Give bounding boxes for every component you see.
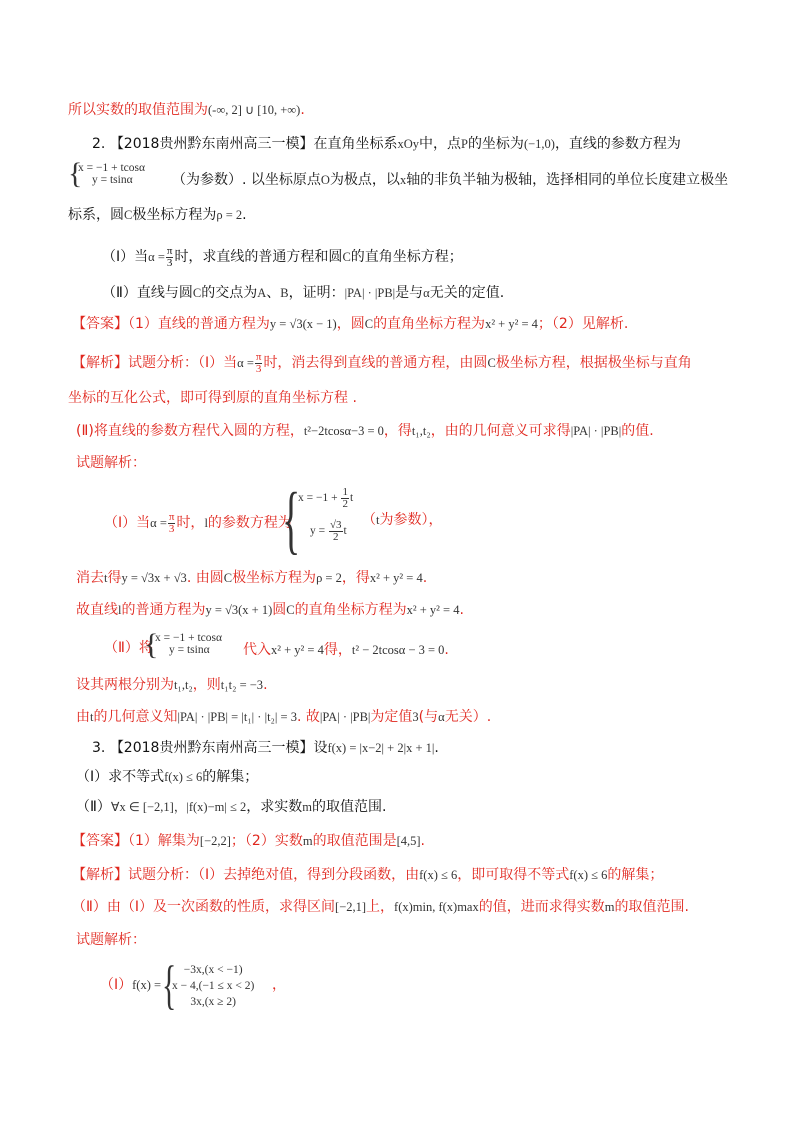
math: ρ = 2 <box>216 208 243 222</box>
math: C <box>342 250 351 264</box>
text: （ <box>362 512 376 528</box>
problem-number: 3. <box>92 740 106 756</box>
text: 、 <box>266 285 281 301</box>
text: ，直线的参数方程为 <box>554 136 681 152</box>
text: ，证明： <box>288 285 345 301</box>
math: f(x) ≤ 6 <box>569 868 608 882</box>
math: α = <box>237 356 254 370</box>
answer-2 <box>72 314 628 334</box>
math: f(x) = |x−2| + 2|x + 1| <box>327 741 435 755</box>
num: π <box>166 244 173 257</box>
sys-row <box>298 484 353 514</box>
math: α <box>438 710 445 724</box>
den: 2 <box>342 497 348 510</box>
math: f(x) = <box>132 978 162 992</box>
analysis-3 <box>72 865 663 885</box>
text: 极坐标方程为 <box>232 570 317 586</box>
text: 的参数方程为 <box>207 515 292 531</box>
math: [−2,1] <box>335 900 367 914</box>
math: t₁,t₂ <box>411 424 431 438</box>
text: 无关的定值. <box>429 285 505 301</box>
math: α <box>423 286 430 300</box>
text: 的取值范围. <box>311 799 387 815</box>
text: 标系，圆 <box>68 207 124 223</box>
text: 试题分析：（Ⅰ）去掉绝对值，得到分段函数，由 <box>128 867 420 883</box>
text: 的解集； <box>202 769 259 785</box>
text: （Ⅰ）当 <box>102 249 149 265</box>
math: C <box>286 603 295 617</box>
text: 圆 <box>272 602 287 618</box>
math: ρ = 2 <box>316 571 342 585</box>
text: （Ⅰ） <box>100 977 133 993</box>
solution-2-step-2 <box>76 568 427 588</box>
math: t <box>90 710 94 724</box>
math: [−2,2] <box>199 834 231 848</box>
text: ，求实数 <box>246 799 303 815</box>
math: ∀x ∈ [−2,1]，|f(x)−m| ≤ 2 <box>110 800 247 814</box>
solution-3-title <box>76 930 146 950</box>
text: 的交点为 <box>201 285 258 301</box>
math: x <box>399 173 407 187</box>
text: ；（2）实数 <box>230 833 303 849</box>
text: 为参数）， <box>379 512 443 528</box>
text: 轴的非负半轴为极轴，选择相同的单位长度建立极坐 <box>406 172 729 188</box>
text: ，则 <box>192 677 221 693</box>
text: ，得 <box>341 570 370 586</box>
text: ，得 <box>383 423 412 439</box>
text: 的解集； <box>607 867 664 883</box>
text: . <box>434 740 439 756</box>
math: m <box>302 800 312 814</box>
math: (-∞, 2] ∪ [10, +∞) <box>208 103 301 117</box>
solution-3-step-1 <box>100 975 161 995</box>
fraction <box>166 246 174 269</box>
math: m <box>604 900 615 914</box>
fraction <box>329 520 343 543</box>
den: 3 <box>166 256 173 269</box>
math: A <box>257 286 267 300</box>
text: 试题分析：（Ⅰ）当 <box>128 355 238 371</box>
text: . 由圆 <box>186 570 224 586</box>
piecewise-function <box>172 962 254 1010</box>
equation: t <box>349 492 354 504</box>
text: 极坐标方程，根据极坐标与直角 <box>495 355 692 371</box>
solution-2-step-1 <box>104 510 292 536</box>
text: ，圆 <box>336 316 365 332</box>
math: α = <box>150 516 167 530</box>
text: 在直角坐标系 <box>313 136 398 152</box>
equation: x − 4,(−1 ≤ x < 2) <box>172 980 255 992</box>
analysis-2 <box>72 350 692 376</box>
text: . <box>444 642 449 658</box>
math: t²−2tcosα−3 = 0 <box>303 424 384 438</box>
brace: { <box>144 628 159 661</box>
math: B <box>280 286 289 300</box>
text: . <box>459 602 464 618</box>
text: 的直角坐标方程为 <box>294 602 407 618</box>
solution-2-step-3 <box>76 600 464 620</box>
brace: { <box>162 955 177 1015</box>
math: t₁,t₂ <box>174 678 193 692</box>
text: 中，点 <box>418 136 461 152</box>
text: 的几何意义知 <box>93 709 178 725</box>
text: 的坐标为 <box>467 136 524 152</box>
text: （1）直线的普通方程为 <box>128 316 270 332</box>
solution-2-step-5 <box>76 675 268 695</box>
text: . <box>300 102 305 118</box>
substitution-system <box>155 632 222 656</box>
text: 试题解析： <box>76 455 146 471</box>
math: C <box>364 317 374 331</box>
text: 的取值范围是 <box>312 833 397 849</box>
math: [4,5] <box>396 834 421 848</box>
text: 所以实数的取值范围为 <box>68 102 208 118</box>
math: x² + y² = 4 <box>406 603 460 617</box>
problem-3-statement <box>92 738 439 758</box>
problem-2-statement-cont <box>172 170 728 190</box>
question-3-2 <box>76 797 386 817</box>
math: O <box>320 173 330 187</box>
math: P <box>460 137 468 151</box>
equation: x = −1 + tcosα <box>78 162 146 174</box>
brace: { <box>282 478 301 562</box>
math: x² + y² = 4 <box>485 317 538 331</box>
num: 1 <box>342 485 348 498</box>
equation: y = <box>310 525 328 537</box>
problem-source: 【2018贵州黔东南州高三一模】 <box>109 136 314 152</box>
question-2-2 <box>102 283 504 303</box>
math: x² + y² = 4 <box>271 643 324 657</box>
math: (−1,0) <box>523 137 555 151</box>
solution-3-step-1-end <box>272 975 286 995</box>
analysis-tag: 【解析】 <box>72 867 128 883</box>
math: t² − 2tcosα − 3 = 0 <box>351 643 445 657</box>
math: C <box>223 571 233 585</box>
math: C <box>124 208 133 222</box>
text: （为参数）. 以坐标原点 <box>172 172 321 188</box>
text: 时，消去得到直线的普通方程，由圆 <box>263 355 488 371</box>
fraction <box>255 352 263 375</box>
math: y = √3x + √3 <box>121 571 187 585</box>
text: . 故 <box>296 709 320 725</box>
num: π <box>255 350 262 363</box>
text: 由 <box>76 709 90 725</box>
solution-2-title <box>76 453 146 473</box>
text: 消去 <box>76 570 104 586</box>
text: . <box>420 833 425 849</box>
math: |PA| · |PB| = |t₁| · |t₂| = 3 <box>177 710 297 724</box>
question-3-1 <box>76 767 258 787</box>
math: C <box>192 286 202 300</box>
den: 2 <box>333 530 339 543</box>
text: 的值，进而求得实数 <box>478 899 605 915</box>
math: |PA| · |PB| <box>570 424 622 438</box>
text: 的直角坐标方程； <box>350 249 463 265</box>
solution-2-step-4-end <box>243 640 449 660</box>
num: π <box>168 510 175 523</box>
text: （Ⅰ）当 <box>104 515 151 531</box>
text: (Ⅱ)将直线的参数方程代入圆的方程， <box>76 423 304 439</box>
text: 故直线 <box>76 602 118 618</box>
math: f(x) ≤ 6 <box>164 770 203 784</box>
text: 时，求直线的普通方程和圆 <box>174 249 343 265</box>
text: ，即可取得不等式 <box>457 867 570 883</box>
math: 3 <box>412 710 419 724</box>
text: （Ⅱ）直线与圆 <box>102 285 193 301</box>
analysis-tag: 【解析】 <box>72 355 128 371</box>
text: ， <box>272 977 286 993</box>
text: 得， <box>323 642 352 658</box>
sys-row <box>298 514 353 548</box>
text: 代入 <box>243 642 271 658</box>
text: 的取值范围. <box>614 899 689 915</box>
text: （Ⅱ）由（Ⅰ）及一次函数的性质，求得区间 <box>72 899 336 915</box>
parametric-equation-l <box>298 484 353 548</box>
math: |PA| · |PB| <box>344 286 396 300</box>
text: 上， <box>366 899 395 915</box>
analysis-2-line-2 <box>68 388 357 408</box>
text: ，由的几何意义可求得 <box>430 423 571 439</box>
math: l <box>118 603 122 617</box>
text: 的直角坐标方程为 <box>373 316 486 332</box>
solution-2-step-6 <box>76 707 491 727</box>
text: . <box>422 570 428 586</box>
problem-2-statement <box>92 134 681 154</box>
equation: y = tsinα <box>92 174 133 186</box>
text: ；（2）见解析. <box>537 316 629 332</box>
answer-tag: 【答案】 <box>72 316 128 332</box>
text: (与 <box>418 709 439 725</box>
text: . <box>242 207 247 223</box>
analysis-3-line-2 <box>72 897 689 917</box>
problem-source: 【2018贵州黔东南州高三一模】 <box>109 740 314 756</box>
num: √3 <box>330 518 342 531</box>
math: f(x)min, f(x)max <box>394 900 479 914</box>
math: l <box>204 516 208 530</box>
equation: x = −1 + <box>298 492 341 504</box>
math: f(x) ≤ 6 <box>419 868 458 882</box>
math: |PA| · |PB| <box>319 710 371 724</box>
text: 设其两根分别为 <box>76 677 174 693</box>
math: C <box>487 356 496 370</box>
equation: t <box>343 525 347 537</box>
math: xOy <box>397 137 419 151</box>
problem-2-statement-end <box>68 205 247 225</box>
math: x² + y² = 4 <box>369 571 423 585</box>
problem-number: 2. <box>92 136 106 152</box>
text: 的普通方程为 <box>121 602 206 618</box>
den: 3 <box>255 362 262 375</box>
text: （Ⅱ） <box>76 799 111 815</box>
brace: { <box>68 157 83 190</box>
text: 无关）. <box>444 709 492 725</box>
text: 为极点，以 <box>329 172 400 188</box>
math: t <box>376 513 380 527</box>
text: 是与 <box>395 285 424 301</box>
equation: 3x,(x ≥ 2) <box>190 996 236 1008</box>
text: 极坐标方程为 <box>132 207 217 223</box>
text: . <box>263 677 268 693</box>
equation: x = −1 + tcosα <box>155 632 223 644</box>
text: 为定值 <box>370 709 413 725</box>
text: （Ⅱ）将 <box>104 640 153 656</box>
equation: y = tsinα <box>169 644 210 656</box>
answer-3 <box>72 831 425 851</box>
analysis-2-line-3 <box>76 421 654 441</box>
equation: −3x,(x < −1) <box>183 964 243 976</box>
den: 3 <box>168 522 175 535</box>
math: α = <box>148 250 165 264</box>
math: t₁t₂ = −3 <box>220 678 264 692</box>
text: 坐标的互化公式，即可得到原的直角坐标方程 . <box>68 390 357 406</box>
math: y = √3(x + 1) <box>205 603 273 617</box>
fraction <box>168 512 176 535</box>
solution-2-step-1-end <box>362 510 442 530</box>
text: （Ⅰ）求不等式 <box>76 769 165 785</box>
text: 得 <box>107 570 122 586</box>
math: y = √3(x − 1) <box>269 317 337 331</box>
fraction <box>341 487 349 510</box>
math: t <box>104 571 108 585</box>
text: 设 <box>313 740 328 756</box>
text: （1）解集为 <box>128 833 200 849</box>
parametric-equation-system <box>78 162 145 186</box>
question-2-1 <box>102 244 463 270</box>
text: 时， <box>176 515 205 531</box>
answer-tag: 【答案】 <box>72 833 128 849</box>
text: 试题解析： <box>76 932 146 948</box>
text: 的值. <box>621 423 654 439</box>
math: m <box>302 834 313 848</box>
range-conclusion-line <box>68 100 305 120</box>
